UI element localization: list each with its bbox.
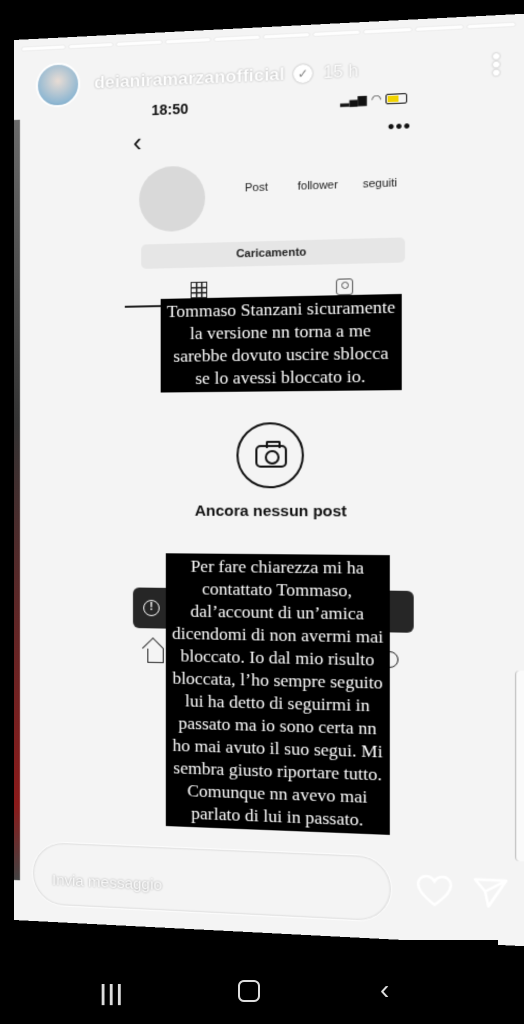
heart-icon[interactable] — [416, 874, 453, 909]
signal-icon: ▂▄▆ — [340, 93, 367, 108]
story-card[interactable] — [14, 14, 524, 946]
story-username[interactable]: deianiramarzanofficial — [94, 64, 285, 93]
inner-status-icons — [340, 91, 407, 107]
previous-story-edge — [14, 120, 20, 881]
progress-segment — [364, 28, 411, 33]
stat-follower-label: follower — [297, 179, 338, 193]
system-navigation-bar — [0, 940, 498, 1024]
verified-icon: ✓ — [293, 64, 312, 83]
story-header — [36, 40, 511, 109]
inner-more-icon: ••• — [387, 115, 412, 138]
camera-icon — [236, 422, 304, 488]
progress-segment — [467, 23, 515, 29]
progress-segment — [314, 31, 360, 36]
no-posts-text: Ancora nessun post — [194, 502, 347, 521]
inner-status-time: 18:50 — [151, 100, 189, 119]
tagged-icon — [336, 278, 353, 295]
message-input-placeholder: Invia messaggio — [51, 871, 163, 895]
back-icon[interactable]: ‹ — [380, 974, 390, 1005]
home-button-icon[interactable] — [238, 980, 260, 1002]
next-story-edge — [515, 671, 524, 862]
profile-picture-placeholder — [139, 165, 205, 232]
progress-segment — [165, 38, 210, 43]
battery-icon — [386, 92, 408, 103]
progress-segment — [22, 45, 65, 50]
grid-icon — [191, 282, 208, 299]
avatar[interactable] — [36, 62, 80, 108]
loading-button: Caricamento — [141, 237, 405, 269]
alert-icon: ! — [143, 600, 159, 616]
recents-icon[interactable]: ||| — [100, 980, 125, 1005]
progress-segment — [264, 33, 310, 38]
story-timestamp: 15 h — [323, 60, 359, 83]
progress-segment — [117, 41, 161, 46]
progress-segment — [415, 25, 462, 31]
caption-text-2: Per fare chiarezza mi ha contattato Tommaso, dal’account di un’amica dicendomi di non avermi mai bloccato. Io dal mio risulto bloccata, l’ho sempre seguito lui ha detto di seguirmi in passato ma io sono certa nn ho mai avuto il suo segui. Mi sembra giusto riportare tutto. Comunque nn avevo mai parlato di lui in passato. — [166, 553, 390, 835]
home-icon — [147, 649, 163, 664]
progress-segment — [69, 43, 113, 48]
wifi-icon: ◠ — [371, 93, 382, 107]
stat-post-label: Post — [244, 181, 268, 195]
camera-body-shape — [255, 445, 287, 468]
progress-segment — [214, 36, 259, 41]
caption-text-1: Tommaso Stanzani sicuramente la versione nn torna a me sarebbe dovuto uscire sblocca se lo avessi bloccato io. — [161, 294, 402, 393]
more-options-icon[interactable]: ••• — [482, 51, 511, 78]
back-arrow-icon: ‹ — [132, 126, 142, 158]
send-icon[interactable] — [473, 876, 508, 909]
stat-seguiti-label: seguiti — [362, 177, 398, 191]
